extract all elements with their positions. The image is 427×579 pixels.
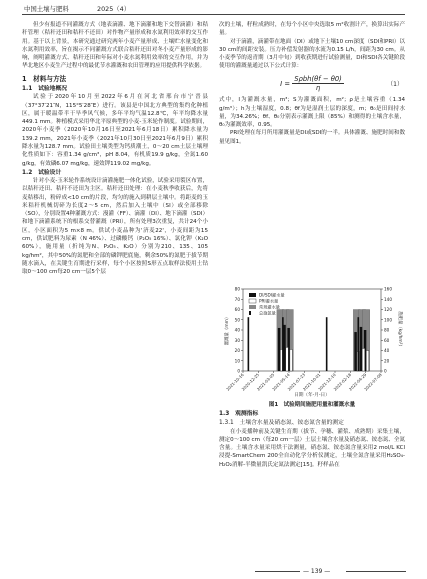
y-left-tick-label: 30	[234, 337, 240, 343]
bar-di-sdi	[360, 327, 363, 371]
footer-rule-left	[255, 571, 300, 572]
formula-denominator: η	[315, 83, 321, 92]
legend-swatch	[249, 293, 256, 297]
right-para-3: 式中，I为灌溉水量，m³；S为灌溉面积，m²；ρ是土壤容重（1.34 g/m³）；h为土壤湿度，0.8；θf为是湿润土层的深度，m；θ₀是田间持水量，为34.26%；θf、θ₀分别表示灌溉上限（85%）和测得的土壤含水量，θ₀为灌溉效率，0.95。	[219, 97, 405, 129]
x-tick-label: 2022-04-29	[347, 372, 368, 392]
y-left-axis-label: 灌溉量（mm）	[225, 314, 230, 346]
y-left-tick-label: 0	[237, 368, 240, 374]
formula-fraction	[292, 75, 344, 93]
x-tick-label: 2021-10-16	[225, 372, 245, 392]
journal-title: 中国土壤与肥料	[24, 5, 69, 13]
y-left-tick-label: 80	[234, 286, 240, 292]
intro-paragraph: 但少有报道不同灌溉方式（地表滴灌、地下滴灌和地下交替滴灌）和秸秆管理（秸秆还田和秸秆不还田）对作物产量形成和水氮利用效率的交互作用。基于以上背景，本研究通过研究两年小麦产量形成、土壤贮水量变化和水氮利用效率，旨在揭示不同灌溉方式联合秸秆还田对冬小麦产量形成的影响，阐明灌溉方式、秸秆还田和年际对小麦水氮利用效率的交互作用，并为华北地区小麦生产过程中的最优节水灌溉和农田管理的应用提供科学依据。	[22, 22, 208, 70]
section-1-1-text: 试验于2020年10月至2022年6月在河北省邢台市宁晋县（37°37′21″N，115°5′28″E）进行。该县是中国北方典型的集约化种植区，属于暖温带半干旱季风气候，多年平均气温12.8℃，年平均降水量449.1 mm。种植模式采用华北平原典型的小麦-玉米轮作制度。试验期间，2020年小麦季（2020年10月16日至2021年6月18日）累积降水量为139.2 mm，2021年小麦季（2021年10月30日至2021年6月9日）累积降水量为128.7 mm。试验田土壤类型为钙质潮土，0～20 cm土层土壤理化性质如下：容重1.34 g/cm³，pH 8.04，有机质19.9 g/kg，全氮1.60 g/kg，有效磷6.07 mg/kg，速效钾119.02 mg/kg。	[22, 94, 208, 167]
bar-di-sdi	[278, 328, 281, 371]
header-rule	[22, 14, 405, 15]
bar-nitrogen	[282, 317, 284, 371]
bar-pri	[286, 347, 289, 371]
bar-pri	[362, 348, 365, 371]
section-1-heading: 1 材料与方法	[22, 74, 67, 83]
section-1-3-1-text: 在小麦播种前及关键生育期（拔节、孕穗、灌浆、成熟期）采集土壤，测定0～100 cm（每20 cm一层）土层土壤含水量及硝态氮、铵态氮、全氮含量。土壤含水量采用烘干法测量，硝态氮、铵态氮含量采用2 mol/L KCl浸提-SmartChem 200全自动化学分析仪测定，土壤全氮含量采用H₂SO₄-H₂O₂消解-半微量凯氏定氮法测定[15]。籽样品在	[219, 428, 405, 468]
y-right-axis-label: 施肥量（kg/hm²）	[397, 311, 402, 349]
section-1-3-heading: 1.3 观测指标	[219, 411, 259, 417]
right-para-4: PRI处理在每月所用灌溉量是DI或SDI的一半。具体灌溉、施肥时间和数量见图1。	[219, 130, 405, 145]
section-1-3-1-heading: 1.3.1 土壤含水量及硝态氮、铵态氮含量的测定	[219, 420, 344, 427]
formula-1	[219, 75, 405, 93]
x-tick-label: 2021-10-01	[301, 372, 322, 392]
legend-swatch	[249, 305, 256, 309]
y-left-tick-label: 40	[234, 327, 240, 333]
y-right-tick-label: 80	[384, 327, 390, 333]
right-column	[219, 21, 405, 146]
x-tick-label: 2021-03-05	[255, 372, 276, 392]
page-number: — 139 —	[303, 568, 331, 575]
bar-pri	[290, 349, 293, 371]
irrigation-fertilizer-chart	[223, 285, 403, 398]
x-axis-label: 日期（年-月-日）	[294, 393, 330, 398]
bar-nitrogen	[357, 317, 359, 371]
x-tick-label: 2021-07-23	[286, 372, 307, 392]
y-right-tick-label: 20	[384, 358, 390, 364]
issue-number: 2025（4）	[97, 5, 131, 13]
section-1-2-heading: 1.2 试验设计	[22, 169, 62, 176]
x-tick-label: 2022-07-08	[363, 372, 383, 392]
formula-lhs: I =	[280, 79, 291, 88]
x-tick-label: 2021-12-10	[317, 372, 337, 392]
legend-label: 常规灌水量	[259, 304, 280, 310]
y-right-tick-label: 120	[384, 307, 392, 312]
section-1-1-heading: 1.1 试验地概况	[22, 85, 68, 92]
y-left-tick-label: 60	[234, 307, 240, 312]
bar-nitrogen	[326, 317, 328, 371]
y-left-tick-label: 50	[234, 317, 240, 323]
x-tick-label: 2020-12-25	[240, 372, 261, 392]
y-right-tick-label: 0	[384, 368, 387, 374]
legend-label: PRI灌水量	[259, 298, 279, 304]
y-right-tick-label: 140	[384, 296, 392, 302]
y-left-tick-label: 70	[234, 296, 240, 302]
figure-1-caption: 图1 试验期间施肥用量和灌溉水量	[268, 402, 356, 408]
y-left-tick-label: 10	[234, 358, 240, 364]
bar-pri	[366, 351, 369, 372]
y-right-tick-label: 40	[384, 348, 390, 353]
x-tick-label: 2022-02-18	[332, 372, 353, 392]
formula-number: （1）	[387, 80, 403, 88]
y-right-tick-label: 60	[384, 337, 390, 343]
legend-label: 总施氮量	[259, 310, 276, 316]
right-column-lower	[219, 409, 405, 469]
y-left-tick-label: 20	[234, 348, 240, 353]
section-1-2-text: 针对小麦-玉米轮作系统设计滴灌施肥一体化试验，试验采用裂区布置，以秸秆还田、秸秆不还田为主区。秸秆还田处理：在小麦秋季收获后，先将麦秸移出，粉碎成<10 cm的片段，均匀的施入到耕层土壤中。将距麦的玉米秸秆机械切碎为长度2～5 cm，然后加入土壤中（SI）或全部移除（SO），分别设置4种灌溉方式：漫灌（FF）、滴灌（DI）、地下滴灌（SDI）和地下滴灌系统下的根系交替灌溉（PRI），所有处理3次重复，共计24个小区，小区面积为5 m×8 m。供试小麦品种为'济麦22'，小麦间距为15 cm，供试肥料为尿素（N 46%）、过磷酸钙（P₂O₅ 16%）、氯化钾（K₂O 60%），施用量（折纯为N、P₂O₅、K₂O）分别为210、135、105 kg/hm²，其中50%的氮肥和全部的磷钾肥底施，剩余50%的氮肥于拔节期随水滴入，在关键生育期进行采样，每个小区按照S形五点取样法使用土钻取0～100 cm每20 cm一层5个层	[22, 178, 208, 276]
legend-swatch	[249, 299, 256, 303]
legend-swatch	[249, 311, 251, 315]
x-tick-label: 2021-05-14	[271, 372, 291, 392]
right-para-2: 对于滴灌，滴灌带在地面（DI）或地下土壤10 cm深度（SDI和PRI）以30 cm的间距安装。压力补偿发射器的水流为0.15 L/h，间距为30 cm。从小麦季节的返青期（3月中旬）到收获期进行试验测量，DI和SDI各关键阶段使用的灌溉量通过以下公式计算：	[219, 38, 405, 70]
right-para-1: 次的土壤，籽粒成熟时，在每个小区中央选取5 m²收割计产，换算出实际产量。	[219, 22, 405, 37]
y-right-tick-label: 160	[384, 286, 392, 292]
formula-numerator: Sρbh(θf − θ0)	[294, 74, 342, 83]
left-column	[22, 21, 208, 276]
bar-di-sdi	[354, 332, 357, 371]
footer-rule-right	[346, 571, 406, 572]
bar-nitrogen	[248, 317, 250, 371]
legend-label: DI/SDI灌水量	[259, 292, 285, 298]
y-right-tick-label: 100	[384, 317, 392, 323]
